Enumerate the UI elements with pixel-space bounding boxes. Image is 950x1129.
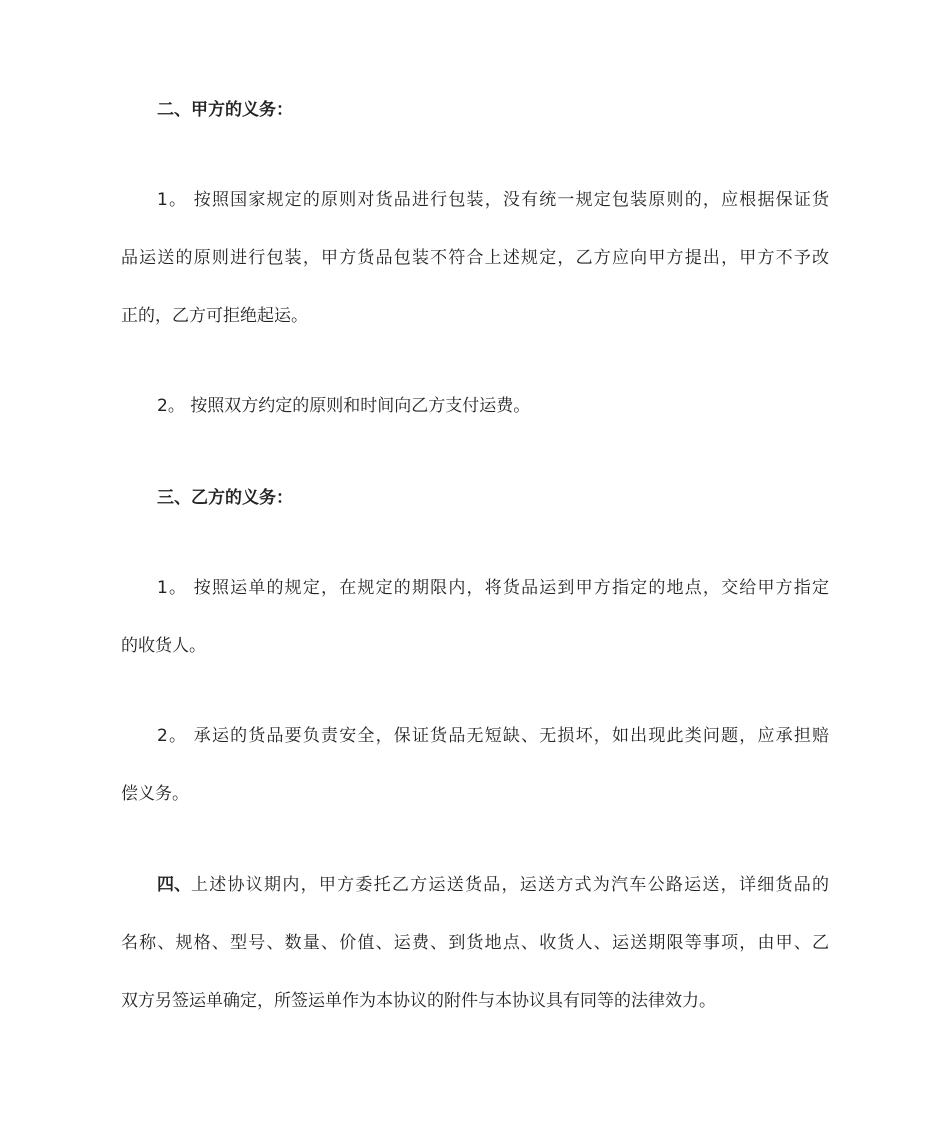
section-3-heading: 三、乙方的义务： [157, 488, 293, 508]
section-2-item-2: 2。 按照双方约定的原则和时间向乙方支付运费。 [157, 396, 531, 416]
section-4-line-1 [157, 874, 829, 896]
section-3-item-1-line-1: 1。 按照运单的规定，在规定的期限内，将货品运到甲方指定的地点，交给甲方指定 [157, 578, 829, 598]
section-2-item-1-line-3: 正的，乙方可拒绝起运。 [121, 306, 308, 326]
section-4-line-3: 双方另签运单确定，所签运单作为本协议的附件与本协议具有同等的法律效力。 [121, 991, 716, 1011]
section-4-line-2: 名称、规格、型号、数量、价值、运费、到货地点、收货人、运送期限等事项，由甲、乙 [121, 933, 829, 953]
section-4-line-1-text: 上述协议期内，甲方委托乙方运送货品，运送方式为汽车公路运送，详细货品的 [191, 875, 829, 895]
section-3-item-2-line-1: 2。 承运的货品要负责安全，保证货品无短缺、无损坏，如出现此类问题，应承担赔 [157, 726, 829, 746]
section-2-item-1-line-2: 品运送的原则进行包装，甲方货品包装不符合上述规定，乙方应向甲方提出，甲方不予改 [121, 248, 829, 268]
section-3-item-2-line-2: 偿义务。 [121, 784, 189, 804]
section-3-item-1-line-2: 的收货人。 [121, 636, 206, 656]
section-2-item-1-line-1: 1。 按照国家规定的原则对货品进行包装，没有统一规定包装原则的，应根据保证货 [157, 190, 829, 210]
section-4-label: 四、 [157, 875, 191, 895]
section-2-heading: 二、甲方的义务： [157, 100, 293, 120]
